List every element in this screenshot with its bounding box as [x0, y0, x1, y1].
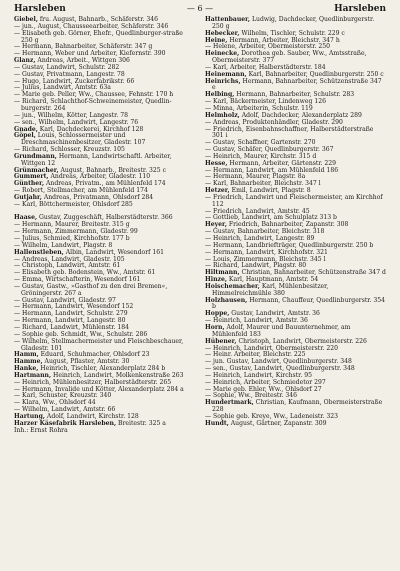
- entry-details: — Helene, Arbeiter, Obermeisterstr. 250: [205, 43, 331, 51]
- entry-details: — Andreas, Landwirt, Gladestr. 105: [14, 255, 125, 263]
- entry-details: — Heinr. Arbeiter, Bleichstr. 225: [205, 351, 306, 359]
- entry-details: Christian, Bahnarbeiter, Schützenstraße 347 d: [239, 269, 386, 277]
- entry-details: — Hugo, Landwirt, Zuckerfabrikstr. 66: [14, 77, 135, 85]
- entry-surname: Glanz,: [14, 57, 36, 65]
- entry-surname: Grünmacher,: [14, 166, 59, 174]
- entry-details: — Sophie geb. Kreye, Ww., Ladeneistr. 323: [205, 412, 339, 420]
- entry-details: — Hermann, Landwirt, Kirchhofstr. 321: [205, 248, 328, 256]
- entry-details: Hermann, Arbeiter, Bleichstr. 347 h: [227, 36, 340, 44]
- directory-entry: [205, 17, 386, 31]
- entry-details: — Emma, Wirtschafterin, Wesendorf 161: [14, 276, 141, 284]
- directory-entry: [205, 400, 386, 414]
- entry-details: Albin, Landwirt, Wesendorf 161: [63, 248, 164, 256]
- entry-surname: Hallenstleben,: [14, 248, 64, 256]
- directory-entry: [205, 79, 386, 93]
- entry-surname: Hetzer,: [205, 187, 230, 195]
- entry-details: — Karl, Böttchermeister, Ohlsdorf 285: [14, 200, 133, 208]
- entry-details: — sen., Wilhelm, Landwirt, Langestr. 76: [14, 118, 139, 126]
- entry-details: — Heinrich, Landwirt, Langestr. 89: [205, 235, 315, 242]
- entry-details: — Gustav, Schaffner, Gartenstr. 270: [205, 139, 316, 147]
- entry-details: Adolf, Maurer und Bauunternehmer, am Mühlenfeld 183: [212, 323, 351, 338]
- entry-surname: Hebecker,: [205, 29, 240, 37]
- entry-surname: Harzer Käsefabrik Harsleben,: [14, 419, 117, 427]
- entry-details: Hermann, Bahnarbeiter, Schützenstraße 347 e: [212, 77, 382, 92]
- page-number: — 6 —: [186, 4, 214, 13]
- entry-details: — Hermann, Landwirt, am Mühlenfeld 186: [205, 166, 339, 174]
- entry-surname: Hinze,: [205, 276, 227, 284]
- entry-details: — jun. Gustav, Landwirt, Quedlinburgerstr. 348: [205, 358, 352, 366]
- entry-details: — Hermann, Landbriefträger, Quedlinburgerstr. 250 b: [205, 241, 374, 249]
- entry-details: Christoph, Landwirt, Obermeisterstr. 226: [236, 337, 367, 345]
- entry-surname: Hartmann,: [14, 371, 52, 379]
- entry-details: — Klara, Ww., Ohlsdorf 44: [14, 399, 96, 407]
- entry-details: Christian, Kaufmann, Obermeisterstraße 228: [212, 399, 383, 414]
- entry-details: Karl, Mühlenbesitzer, Himmelreichmühle 380: [212, 282, 329, 297]
- entry-details: Gustav, Landwirt, Amtstr. 36: [229, 310, 320, 318]
- entry-surname: Hundertmark,: [205, 399, 254, 407]
- entry-details: Andreas, Arbeit., Wittgen 306: [35, 57, 130, 65]
- entry-surname: Holzhausen,: [205, 296, 248, 304]
- columns: [14, 17, 386, 434]
- entry-details: — Julius, Landwirt, Amtstr. 63a: [14, 84, 111, 92]
- entry-details: — Elisabeth geb. Görner, Ehefr., Quedlinburger-straße 250 g: [14, 29, 183, 44]
- entry-details: Karl, Hauptmann, Amtstr. 54: [226, 276, 319, 284]
- entry-details: — Richard, Schlosser, Kreuzstr. 105: [14, 146, 125, 154]
- entry-surname: Hoischemacher,: [205, 282, 260, 290]
- entry-details: — Heinrich, Landwirt, Amtstr. 36: [205, 317, 308, 325]
- entry-details: — Hermann, Landwirt, Schulstr. 279: [14, 310, 128, 318]
- entry-details: — Heinrich, Arbeiter, Schmiedetor 297: [205, 378, 326, 386]
- entry-surname: Heyer,: [205, 221, 227, 229]
- entry-surname: Gnade,: [14, 125, 38, 133]
- entry-surname: Heine,: [205, 36, 228, 44]
- entry-details: August, Pflaster, Amtstr. 30: [42, 358, 130, 366]
- entry-details: Hermann, Bahnarbeiter, Schulstr. 283: [234, 91, 355, 99]
- entry-surname: Heinecke,: [205, 50, 240, 58]
- entry-details: Heinrich, Tischler, Alexanderplatz 284 b: [38, 365, 166, 373]
- directory-entry: [14, 154, 195, 168]
- entry-details: fru. August, Bahnarb., Schäferstr. 346: [37, 16, 158, 23]
- entry-details: — Karl, Arbeiter, Halberstädterstr. 184: [205, 63, 326, 71]
- entry-details: — Richard, Landwirt, Plagstr. 80: [205, 262, 307, 270]
- entry-surname: Hamme,: [14, 358, 43, 366]
- entry-surname: Hattenbauer,: [205, 16, 251, 23]
- directory-entry: [14, 284, 195, 298]
- entry-details: — Richard, Landwirt, Mühlenstr. 184: [14, 323, 130, 331]
- entry-details: — sen., Gustav, Landwirt, Quedlinburgerstr. 348: [205, 365, 355, 373]
- entry-details: Friedrich, Bahnarbeiter, Zapanstr. 308: [226, 221, 349, 229]
- entry-details: August, Bahnarb., Breitestr. 325 c: [58, 166, 167, 174]
- entry-details: — Gustav, Gastw., »Gasthof zu den drei Bremen«, Gröningerstr. 267 a: [14, 282, 168, 297]
- entry-details: August, Gärtner, Zapanstr. 309: [228, 419, 327, 427]
- entry-details: — Richard, Schlachthof-Schweinemeister, Quedlin-burgerstr. 264: [14, 98, 172, 112]
- entry-details: — Gustav, Landwirt, Schulstr. 282: [14, 63, 120, 71]
- entry-details: — Heinrich, Maurer, Kirchstr. 315 d: [205, 152, 317, 160]
- directory-entry: [14, 99, 195, 113]
- entry-details: — Gustav, Landwirt, Gladestr. 97: [14, 296, 116, 304]
- entry-details: — Andreas, Produktenhändler, Gladestr. 290: [205, 118, 343, 126]
- entry-surname: Hiltmann,: [205, 269, 240, 277]
- entry-details: Adolf, Dachdecker, Alexanderplatz 289: [239, 111, 362, 119]
- entry-details: — Hermann, Maurer, Plagstr. 8a: [205, 173, 306, 181]
- entry-surname: Horn,: [205, 323, 225, 331]
- entry-surname: Heinrichs,: [205, 77, 241, 85]
- entry-details: — Marie geb. Ehler, Ww., Ohlsdorf 27: [205, 385, 322, 393]
- entry-details: — Sophie geb. Schmidt, Ww., Schulstr. 286: [14, 330, 148, 338]
- entry-details: Andreas, Privatmann, Ohlsdorf 284: [41, 193, 154, 201]
- entry-details: Hermann, Landwirtschaftl. Arbeiter, Wittgen 12: [21, 152, 172, 167]
- entry-details: Eduard, Schuhmacher, Ohlsdorf 23: [38, 351, 150, 359]
- entry-details: — Christoph, Landwirt, Amtstr. 61: [14, 262, 121, 270]
- directory-entry: [205, 195, 386, 209]
- entry-surname: Grundmann,: [14, 152, 57, 160]
- directory-entry: [14, 428, 195, 435]
- directory-entry: [14, 31, 195, 45]
- entry-details: Wilhelm, Tischler, Schulstr. 229 c: [239, 29, 345, 37]
- entry-details: — Gustav, Privatmann, Langestr. 78: [14, 70, 125, 78]
- entry-details: Karl, Bahnarbeiter, Quedlinburgerstr. 250 c: [246, 70, 384, 78]
- directory-entry: [205, 284, 386, 298]
- entry-details: — Heinrich, Mühlenbesitzer, Halberstädterstr. 265: [14, 378, 172, 386]
- entry-details: — Minna, Arbeiterin, Schulstr. 119: [205, 104, 313, 112]
- entry-surname: Göpel,: [14, 132, 36, 140]
- entry-details: — Hermann, Landwirt, Wesendorf 152: [14, 303, 134, 311]
- entry-details: Adolf, Landwirt, Kirchstr. 128: [44, 412, 139, 420]
- entry-details: — Marie geb. Peller, Ww., Chaussee, Fehnstr. 170 h: [14, 91, 174, 99]
- entry-details: Breitestr. 325 a: [116, 419, 166, 427]
- entry-surname: Helbing,: [205, 91, 235, 99]
- entry-details: — jun., August, Chausseearbeiter, Schäferstr. 346: [14, 22, 169, 30]
- entry-details: Dorothea geb. Sauber, Ww., Amtsstraße, Obermeisterstr. 377: [212, 50, 367, 65]
- directory-entry: [14, 202, 195, 209]
- entry-details: — Karl, Bahnarbeiter, Bleichstr. 347 l: [205, 180, 321, 188]
- entry-surname: Helmholz,: [205, 111, 240, 119]
- entry-details: — Heinrich, Landwirt, Kirchstr. 95: [205, 371, 313, 379]
- left-column: [14, 17, 195, 434]
- directory-entry: [14, 339, 195, 353]
- entry-details: — Hermann, Zimmermann, Gladestr. 99: [14, 228, 138, 236]
- entry-details: — jun., Wilhelm, Kötter, Langestr. 78: [14, 111, 129, 119]
- entry-details: Andreas, Privatm., am Mühlenfeld 174: [44, 180, 166, 188]
- entry-surname: Hanke,: [14, 365, 39, 373]
- entry-details: — Heinrich, Landwirt, Obermeisterstr. 220: [205, 344, 338, 352]
- entry-details: — Wilhelm, Landwirt, Plagstr. 8: [14, 241, 113, 249]
- directory-entry: [205, 51, 386, 65]
- entry-details: — Robert, Stellmacher, am Mühlenfeld 174: [14, 187, 148, 195]
- entry-details: Louis, Schlossermeister und Dreschmaschinenbesitzer, Gladestr. 107: [21, 132, 146, 147]
- right-column: [205, 17, 386, 434]
- entry-surname: Haase,: [14, 214, 38, 222]
- entry-surname: Heinemann,: [205, 70, 247, 78]
- entry-details: — Hermann, Bahnarbeiter, Schäferstr. 347 g: [14, 43, 153, 51]
- entry-details: — Gustav, Schäfer, Quedlinburgerstr. 367: [205, 146, 334, 154]
- entry-surname: Hübener,: [205, 337, 237, 345]
- entry-details: Karl, Dachdeckerei, Kirchhof 128: [37, 125, 144, 133]
- entry-details: — Hermann, Maurer, Breitestr. 315 g: [14, 221, 130, 229]
- entry-details: — Sophie, Ww., Breitestr. 346: [205, 392, 298, 400]
- entry-surname: Gummert,: [14, 173, 49, 181]
- entry-details: Hermann, Arbeiter, Gärtenstr. 229: [227, 159, 337, 167]
- entry-details: — Gottlieb, Landwirt, am Schulplatz 313 b: [205, 214, 337, 222]
- entry-details: — Louis, Zimmermann, Bleichstr. 345 l: [205, 255, 326, 263]
- entry-details: — Friedrich, Landwirt und Fleischermeister, am Kirchhof 112: [205, 193, 383, 208]
- entry-details: — Hermann, Landwirt, Langestr. 80: [14, 317, 126, 325]
- entry-surname: Hartung,: [14, 412, 45, 420]
- entry-surname: Hesse,: [205, 159, 228, 167]
- entry-details: — Karl, Bäckermeister, Lindenweg 126: [205, 98, 326, 106]
- header-right: Harsleben: [334, 4, 386, 14]
- entry-details: Heinrich, Landwirt, Molkenkenstraße 263: [51, 371, 184, 379]
- entry-surname: Hundt,: [205, 419, 229, 427]
- entry-surname: Hamm,: [14, 351, 39, 359]
- entry-details: — Gustav, Bahnarbeiter, Bleichstr. 318: [205, 228, 325, 236]
- entry-details: — Karl, Schuster, Kreuzstr. 340: [14, 392, 112, 400]
- entry-surname: Hoppe,: [205, 310, 230, 318]
- entry-details: Hermann, Chauffeur, Quedlinburgerstr. 354 b: [212, 296, 386, 311]
- entry-details: Emil, Landwirt, Plagstr. 8: [229, 187, 311, 195]
- entry-details: — Wilhelm, Landwirt, Amtstr. 66: [14, 406, 116, 414]
- entry-surname: Giebel,: [14, 16, 38, 23]
- entry-details: Gustav, Zuggeschäft, Halberstädterstr. 366: [37, 214, 173, 222]
- entry-surname: Gutjahr,: [14, 193, 42, 201]
- entry-details: Inh.: Ernst Rohra: [14, 426, 68, 434]
- entry-details: Ludwig, Dachdecker, Quedlinburgerstr. 250 g: [212, 16, 375, 30]
- directory-entry: [205, 127, 386, 141]
- entry-details: — Friedrich, Landwirt, Amtstr. 45: [205, 207, 310, 215]
- directory-entry: [205, 421, 386, 428]
- page-header: [14, 4, 386, 16]
- entry-details: — Hermann, Weber und Arbeiter, Kiefernstr. 390: [14, 50, 166, 58]
- entry-details: Andreas, Arbeiter, Gladestr. 110: [48, 173, 151, 181]
- entry-surname: Günther,: [14, 180, 45, 188]
- entry-details: — Elisabeth geb. Bodenstein, Ww., Amtstr. 61: [14, 269, 156, 277]
- entry-details: — Wilhelm, Stellmachermeister und Fleischbeschauer, Gladestr. 101: [14, 337, 184, 352]
- directory-entry: [205, 298, 386, 312]
- entry-details: — Julius, Schmied, Kirchhofstr. 177 b: [14, 235, 130, 242]
- directory-entry: [205, 325, 386, 339]
- directory-entry: [14, 133, 195, 147]
- header-left: Harsleben: [14, 4, 66, 14]
- entry-details: — Friedrich, Eisenbahnschaffner, Halberstädterstraße 301 i: [205, 125, 374, 140]
- entry-details: — Hermann, Invalide und Kötter, Alexanderplatz 284 a: [14, 385, 184, 393]
